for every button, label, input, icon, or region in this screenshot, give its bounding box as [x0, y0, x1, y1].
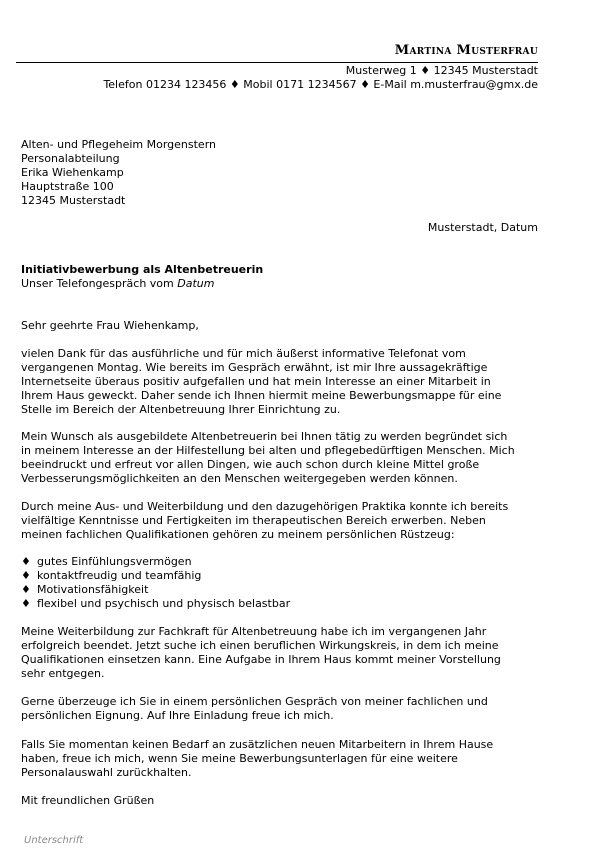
diamond-bullet-icon: ♦ [21, 583, 31, 596]
paragraph-line: Falls Sie momentan keinen Bedarf an zusätzlichen neuen Mitarbeitern in Ihrem Hause [21, 738, 494, 751]
recipient-city: 12345 Musterstadt [21, 194, 126, 207]
subject-reference-date: Datum [177, 277, 215, 290]
recipient-person: Erika Wiehenkamp [21, 166, 124, 179]
paragraph-line: vielen Dank für das ausführliche und für mich äußerst informative Telefonat vom [21, 347, 466, 360]
signature-placeholder: Unterschrift [24, 835, 84, 846]
list-item-text: kontaktfreudig und teamfähig [37, 569, 202, 582]
list-item [21, 555, 290, 569]
paragraph-3 [21, 500, 541, 542]
diamond-bullet-icon: ♦ [21, 597, 31, 610]
subject-reference [21, 277, 263, 291]
paragraph-line: Meine Weiterbildung zur Fachkraft für Altenbetreuung habe ich im vergangenen Jahr [21, 625, 487, 638]
subject-title: Initiativbewerbung als Altenbetreuerin [21, 263, 264, 276]
list-item [21, 583, 290, 597]
subject-block [21, 263, 263, 291]
list-item-text: flexibel und psychisch und physisch belastbar [37, 597, 291, 610]
header-divider [16, 62, 538, 63]
paragraph-line: Gerne überzeuge ich Sie in einem persönlichen Gespräch von meiner fachlichen und [21, 695, 488, 708]
qualification-list [21, 555, 290, 611]
paragraph-1 [21, 347, 541, 417]
recipient-organization: Alten- und Pflegeheim Morgenstern [21, 138, 216, 151]
paragraph-2 [21, 430, 541, 486]
sender-contact: Telefon 01234 123456 ♦ Mobil 0171 1234567 ♦ E-Mail m.musterfrau@gmx.de [103, 78, 538, 91]
paragraph-line: vergangenen Montag. Wie bereits im Gespräch erwähnt, ist mir Ihre aussagekräftige [21, 361, 488, 374]
paragraph-6 [21, 738, 541, 780]
paragraph-5 [21, 695, 541, 723]
list-item-text: gutes Einfühlungsvermögen [37, 555, 192, 568]
paragraph-line: Verbesserungsmöglichkeiten an den Menschen weitergegeben werden können. [21, 472, 458, 485]
list-item [21, 597, 290, 611]
recipient-street: Hauptstraße 100 [21, 180, 114, 193]
paragraph-line: Mein Wunsch als ausgebildete Altenbetreuerin bei Ihnen tätig zu werden begründet sich [21, 430, 508, 443]
paragraph-line: Stelle im Bereich der Altenbetreuung Ihrer Einrichtung zu. [21, 403, 341, 416]
sender-address: Musterweg 1 ♦ 12345 Musterstadt [345, 64, 538, 77]
list-item-text: Motivationsfähigkeit [37, 583, 149, 596]
paragraph-line: Qualifikationen einsetzen kann. Eine Aufgabe in Ihrem Haus kommt meiner Vorstellung [21, 653, 501, 666]
paragraph-line: Ihrem Haus geweckt. Daher sende ich Ihnen hiermit meine Bewerbungsmappe für eine [21, 389, 502, 402]
paragraph-line: persönlichen Eignung. Auf Ihre Einladung freue ich mich. [21, 709, 334, 722]
paragraph-line: Personalauswahl zurückhalten. [21, 766, 192, 779]
paragraph-line: beeindruckt und erfreut vor allen Dingen, wie auch schon durch kleine Mittel große [21, 458, 480, 471]
paragraph-line: erfolgreich beendet. Jetzt suche ich einen beruflichen Wirkungskreis, in dem ich meine [21, 639, 499, 652]
recipient-department: Personalabteilung [21, 152, 120, 165]
recipient-block [21, 138, 216, 208]
place-date: Musterstadt, Datum [427, 221, 538, 234]
paragraph-line: in meinem Interesse an der Hilfestellung bei alten und pflegebedürftigen Menschen. Mich [21, 444, 515, 457]
salutation: Sehr geehrte Frau Wiehenkamp, [21, 319, 199, 332]
paragraph-4 [21, 625, 541, 681]
paragraph-line: sehr entgegen. [21, 667, 105, 680]
subject-reference-prefix: Unser Telefongespräch vom [21, 277, 178, 290]
sender-name: Martina Musterfrau [394, 43, 538, 58]
list-item [21, 569, 290, 583]
paragraph-line: haben, freue ich mich, wenn Sie meine Bewerbungsunterlagen für eine weitere [21, 752, 458, 765]
closing: Mit freundlichen Grüßen [21, 794, 155, 807]
diamond-bullet-icon: ♦ [21, 555, 31, 568]
paragraph-line: Durch meine Aus- und Weiterbildung und den dazugehörigen Praktika konnte ich bereits [21, 500, 509, 513]
paragraph-line: vielfältige Kenntnisse und Fertigkeiten im therapeutischen Bereich erwerben. Neben [21, 514, 486, 527]
diamond-bullet-icon: ♦ [21, 569, 31, 582]
paragraph-line: meinen fachlichen Qualifikationen gehören zu meinem persönlichen Rüstzeug: [21, 528, 455, 541]
paragraph-line: Internetseite überaus positiv aufgefallen und hat mein Interesse an einer Mitarbeit in [21, 375, 491, 388]
